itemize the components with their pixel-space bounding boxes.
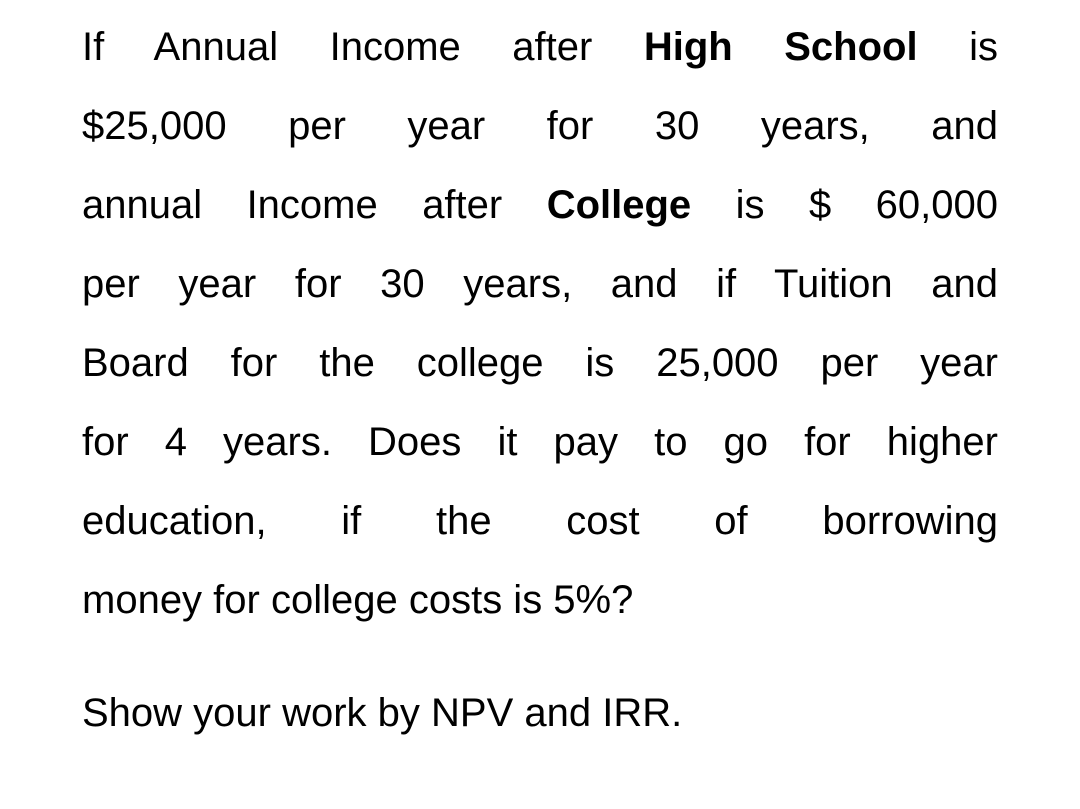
problem-line-3 [82,166,998,245]
problem-line-3-pre: annual Income after [82,183,547,227]
problem-line-1 [82,8,998,87]
problem-line-6: for 4 years. Does it pay to go for higher [82,420,998,464]
problem-line-1-pre: If Annual Income after [82,25,644,69]
problem-line-5: Board for the college is 25,000 per year [82,341,998,385]
high-school-term: High School [643,25,918,69]
problem-line-1-post: is [917,25,998,69]
college-term: College [546,183,692,227]
problem-line-8: money for college costs is 5%? [82,578,634,622]
problem-line-7: education, if the cost of borrowing [82,499,998,543]
problem-line-2: $25,000 per year for 30 years, and [82,104,998,148]
instruction-text: Show your work by NPV and IRR. [82,691,683,735]
problem-statement [82,8,998,640]
problem-line-4: per year for 30 years, and if Tuition and [82,262,998,306]
problem-line-3-post: is $ 60,000 [691,183,998,227]
